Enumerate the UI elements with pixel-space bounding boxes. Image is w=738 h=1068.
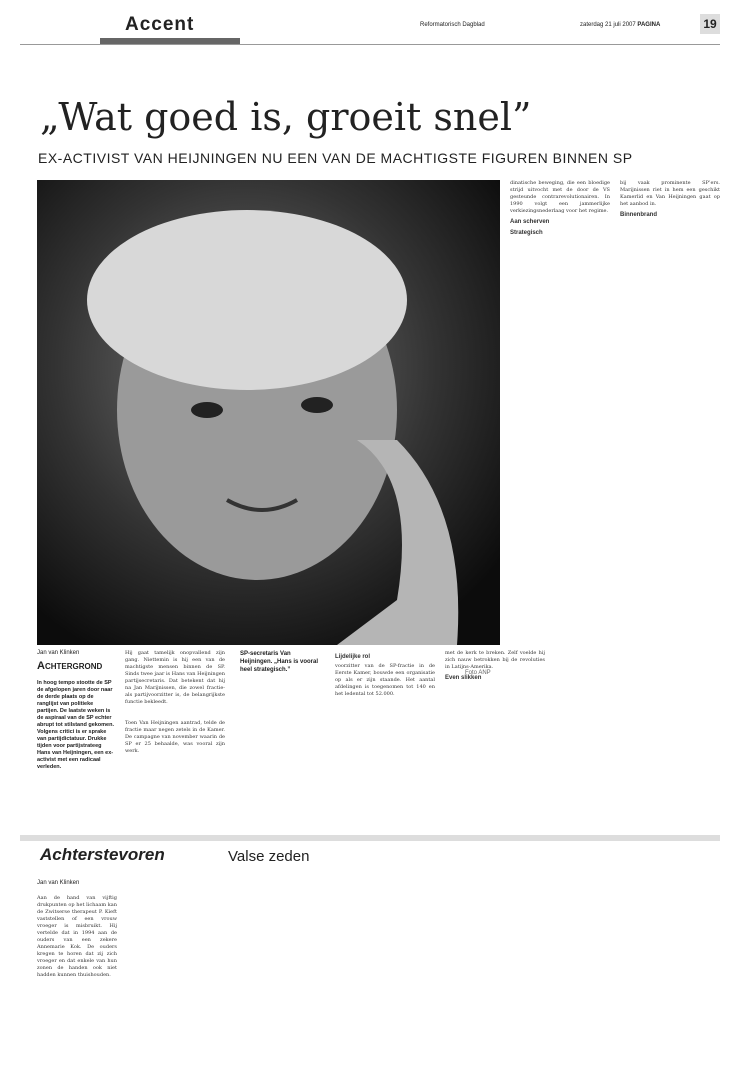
- section-separator: [20, 835, 720, 841]
- article-column-4: met de kerk te breken. Zelf voelde hij zich nauw betrokken bij de revoluties in Latijns-Amerika. Even slikken: [445, 650, 545, 681]
- column-name: Achterstevoren: [40, 845, 165, 864]
- column-byline: Jan van Klinken: [37, 880, 80, 886]
- article-column-1: Hij gaat tamelijk onopvallend zijn gang. Niettemin is hij een van de machtigste mensen binnen de SP. Sinds twee jaar is Hans van Heijningen partijsecretaris. Dat betekent dat hij na Jan Marijnissen, die zowel fractie- als partijvoorzitter is, de belangrijkste functie bekleedt.: [125, 650, 225, 705]
- article-column-2: Toen Van Heijningen aantrad, telde de fractie maar negen zetels in de Kamer. De campagne van november waarin de SP er 25 behaalde, was vooral zijn werk.: [125, 720, 225, 754]
- photo-caption: SP-secretaris Van Heijningen. „Hans is vooral heel strategisch.”: [240, 651, 319, 673]
- headline: „Wat goed is, groeit snel”: [40, 95, 532, 139]
- article-column-5: dinatische beweging, die een bloedige strijd uitvocht met de door de VS gesteunde contrarevolutionairen. In 1990 volgt een jammerlijke verkiezingsnederlaag voor het regime. Aan scherven Strategisch: [510, 180, 610, 236]
- byline: Jan van Klinken: [37, 650, 80, 656]
- column-text: Aan de hand van vijftig drukpunten op het lichaam kan de Zwitserse therapeut P. Kieft vaststellen of een vrouw vroeger is misbruikt. Hij vertelde dat in 1994 aan de ouders van een zekere Annemarie Kok. De ouders kregen te horen dat zij zich vroeger en dat enkele van hun zonen de handen ook niet hadden kunnen thuishouden.: [37, 895, 117, 978]
- paper-name: Reformatorisch Dagblad: [420, 22, 485, 28]
- article-column-6: bij vaak prominente SP’ers. Marijnissen riet in hem een geschikt Kamerlid en Van Heijningen gaat op het aanbod in. Binnenbrand: [620, 180, 720, 218]
- masthead: [20, 14, 720, 54]
- intro-text: In hoog tempo stootte de SP de afgelopen jaren door naar de derde plaats op de ranglijst van politieke partijen. De laatste weken is de aspiraal van de SP echter abrupt tot stilstand gekomen. Volgens critici is er sprake van partijdictatuur. Drukke tijden voor partijstrateeg Hans van Heijningen, een ex-activist met een radicaal verleden.: [37, 680, 115, 770]
- header-rule: [20, 44, 720, 45]
- subheadline: EX-ACTIVIST VAN HEIJNINGEN NU EEN VAN DE MACHTIGSTE FIGUREN BINNEN SP: [38, 150, 633, 166]
- portrait-photo: [37, 180, 500, 645]
- page-number: 19: [700, 14, 720, 34]
- photo-credit: Foto ANP: [465, 670, 491, 676]
- issue-date: zaterdag 21 juli 2007 PAGINA: [580, 22, 661, 28]
- article-column-3: Lijdelijke rol voorzitter van de SP-fractie in de Eerste Kamer, bouwde een organisatie op als er zijn staande. Het aantal afdelingen is toegenomen tot 140 en het ledental tot 52.000.: [335, 654, 435, 697]
- section-name: Accent: [125, 14, 195, 35]
- portrait-photo-graphic: [37, 180, 500, 645]
- section-label: Achtergrond: [37, 660, 103, 672]
- column-title: Valse zeden: [228, 848, 310, 865]
